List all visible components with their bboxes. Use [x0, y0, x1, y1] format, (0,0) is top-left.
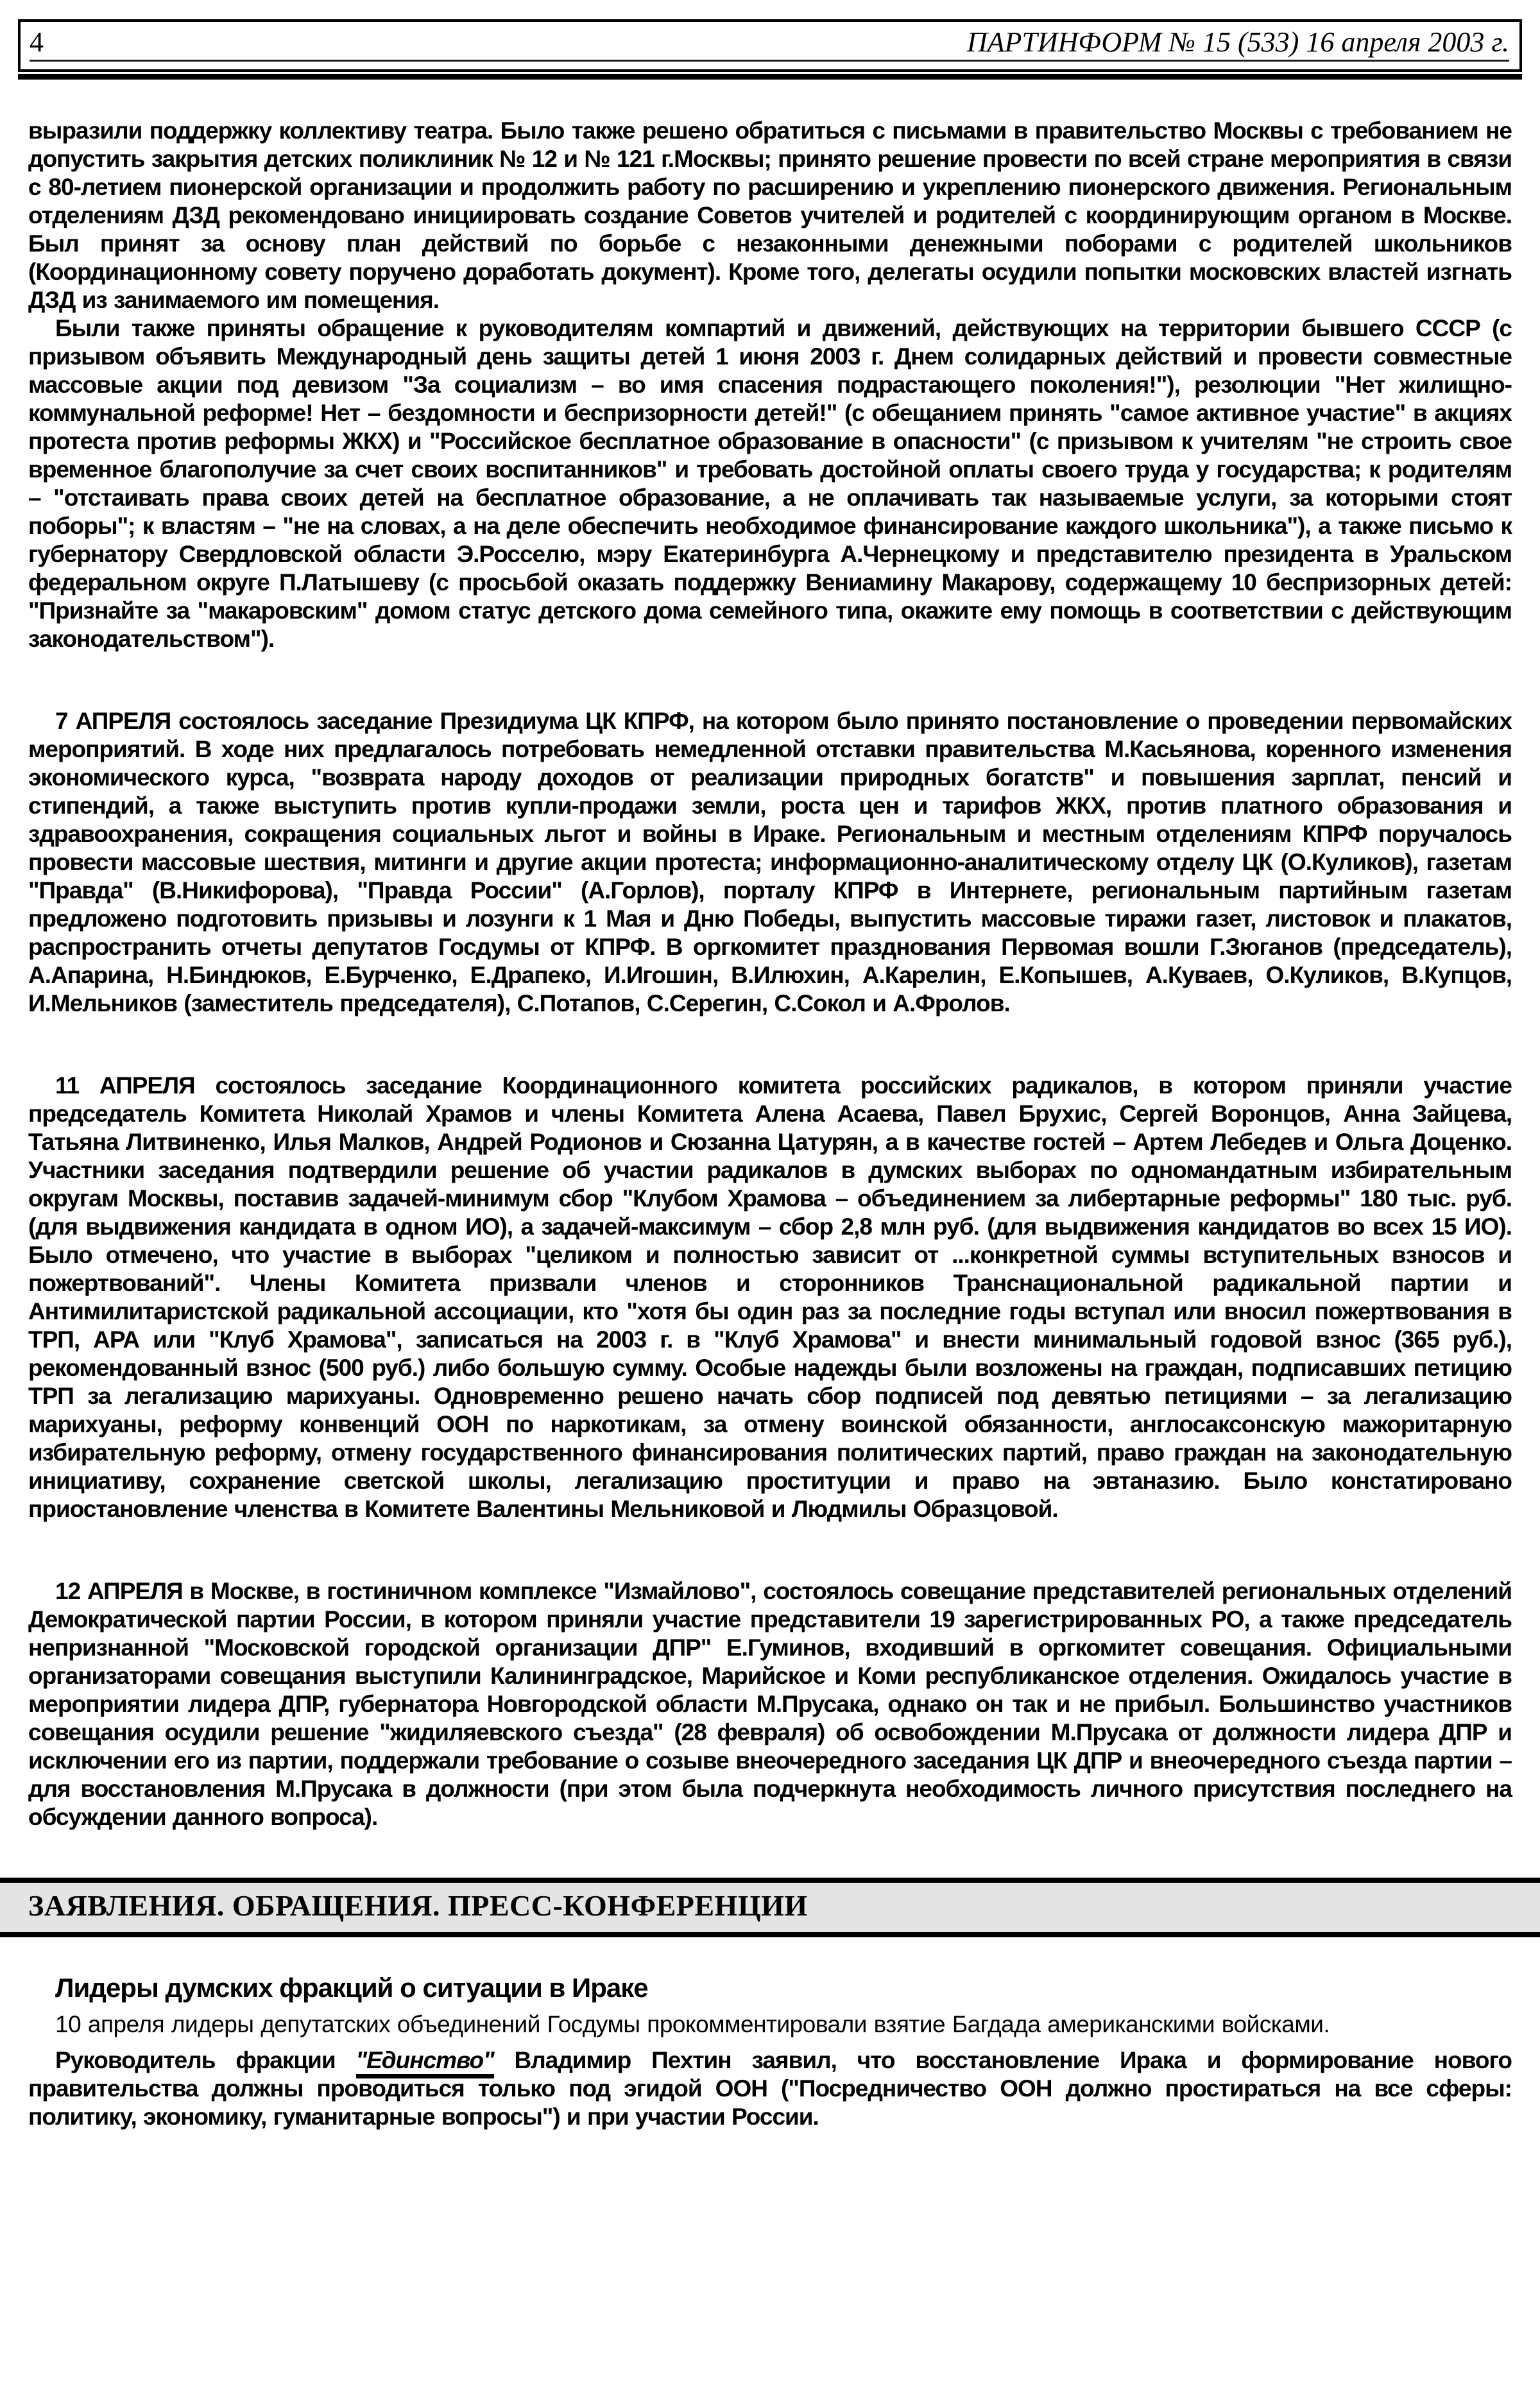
statement-prefix: Руководитель фракции [55, 2047, 356, 2074]
iraq-sub-article [28, 1973, 1512, 2131]
header-rule [18, 74, 1522, 80]
issue-title: ПАРТИНФОРМ № 15 (533) 16 апреля 2003 г. [966, 26, 1509, 58]
paragraph-theatre-support: выразили поддержку коллективу театра. Было также решено обратиться с письмами в правительство Москвы с требованием не допустить закрытия детских поликлиник № 12 и № 121 г.Москвы; принято решение провести по всей стране мероприятия в связи с 80-летием пионерской организации и продолжить работу по расширению и укреплению пионерского движения. Региональным отделениям ДЗД рекомендовано инициировать создание Советов учителей и родителей с координирующим органом в Москве. Был принят за основу план действий по борьбе с незаконными денежными поборами с родителей школьников (Координационному совету поручено доработать документ). Кроме того, делегаты осудили попытки московских властей изгнать ДЗД из занимаемого им помещения. [28, 117, 1512, 314]
paragraph-radicals-committee-11-april: 11 АПРЕЛЯ состоялось заседание Координационного комитета российских радикалов, в котором приняли участие председатель Комитета Николай Храмов и члены Комитета Алена Асаева, Павел Брухис, Сергей Воронцов, Анна Зайцева, Татьяна Литвиненко, Илья Малков, Андрей Родионов и Сюзанна Цатурян, а в качестве гостей – Артем Лебедев и Ольга Доценко. Участники заседания подтвердили решение об участии радикалов в думских выборах по одномандатным избирательным округам Москвы, поставив задачей-минимум сбор "Клубом Храмова – объединением за либертарные реформы" 180 тыс. руб. (для выдвижения кандидата в одном ИО), а задачей-максимум – сбор 2,8 млн руб. (для выдвижения кандидатов во всех 15 ИО). Было отмечено, что участие в выборах "целиком и полностью зависит от ...конкретной суммы вступительных взносов и пожертвований". Члены Комитета призвали членов и сторонников Транснациональной радикальной партии и Антимилитаристской радикальной ассоциации, кто "хотя бы один раз за последние годы вступал или вносил пожертвования в ТРП, АРА или "Клуб Храмова", записаться на 2003 г. в "Клуб Храмова" и внести минимальный годовой взнос (365 руб.), рекомендованный взнос (500 руб.) либо большую сумму. Особые надежды были возложены на граждан, подписавших петицию ТРП за легализацию марихуаны. Одновременно решено начать сбор подписей под девятью петициями – за легализацию марихуаны, реформу конвенций ООН по наркотикам, за отмену воинской обязанности, англосаксонскую мажоритарную избирательную реформу, отмену государственного финансирования политических партий, право граждан на законодательную инициативу, сохранение светской школы, легализацию проституции и право на эвтаназию. Было констатировано приостановление членства в Комитете Валентины Мельниковой и Людмилы Образцовой. [28, 1072, 1512, 1523]
paragraph-kprf-presidium-7-april: 7 АПРЕЛЯ состоялось заседание Президиума ЦК КПРФ, на котором было принято постановление о проведении первомайских мероприятий. В ходе них предлагалось потребовать немедленной отставки правительства М.Касьянова, коренного изменения экономического курса, "возврата народу доходов от реализации природных богатств" и повышения зарплат, пенсий и стипендий, а также выступить против купли-продажи земли, роста цен и тарифов ЖКХ, против платного образования и здравоохранения, сокращения социальных льгот и войны в Ираке. Региональным и местным отделениям КПРФ поручалось провести массовые шествия, митинги и другие акции протеста; информационно-аналитическому отделу ЦК (О.Куликов), газетам "Правда" (В.Никифорова), "Правда России" (А.Горлов), порталу КПРФ в Интернете, региональным партийным газетам предложено подготовить призывы и лозунги к 1 Мая и Дню Победы, выпустить массовые тиражи газет, листовок и плакатов, распространить отчеты депутатов Госдумы от КПРФ. В оргкомитет празднования Первомая вошли Г.Зюганов (председатель), А.Апарина, Н.Биндюков, Е.Бурченко, Е.Драпеко, И.Игошин, В.Илюхин, А.Карелин, Е.Копышев, А.Куваев, О.Куликов, В.Купцов, И.Мельников (заместитель председателя), С.Потапов, С.Серегин, С.Сокол и А.Фролов. [28, 708, 1512, 1017]
paragraph-dpr-meeting-12-april: 12 АПРЕЛЯ в Москве, в гостиничном комплексе "Измайлово", состоялось совещание представителей региональных отделений Демократической партии России, в котором приняли участие представители 19 зарегистрированных РО, а также председатель непризнанной "Московской городской организации ДПР" Е.Гуминов, входивший в оргкомитет совещания. Официальными организаторами совещания выступили Калининградское, Марийское и Коми республиканское отделения. Ожидалось участие в мероприятии лидера ДПР, губернатора Новгородской области М.Прусака, однако он так и не прибыл. Большинство участников совещания осудили решение "жидиляевского съезда" (28 февраля) об освобождении М.Прусака от должности лидера ДПР и исключении его из партии, поддержали требование о созыве внеочередного заседания ЦК ДПР и внеочередного съезда партии – для восстановления М.Прусака в должности (при этом была подчеркнута необходимость личного присутствия последнего на обсуждении данного вопроса). [28, 1578, 1512, 1831]
paragraph-appeals-resolutions: Были также приняты обращение к руководителям компартий и движений, действующих на территории бывшего СССР (с призывом объявить Международный день защиты детей 1 июня 2003 г. Днем солидарных действий и провести совместные массовые акции под девизом "За социализм – во имя спасения подрастающего поколения!"), резолюции "Нет жилищно-коммунальной реформе! Нет – бездомности и беспризорности детей!" (с обещанием принять "самое активное участие" в акциях протеста против реформы ЖКХ) и "Российское бесплатное образование в опасности" (с призывом к учителям "не строить свое временное благополучие за счет своих воспитанников" и требовать достойной оплаты своего труда у государства; к родителям – "отстаивать права своих детей на бесплатное образование, а не оплачивать так называемые услуги, за которыми стоят поборы"; к властям – "не на словах, а на деле обеспечить необходимое финансирование каждого школьника"), а также письмо к губернатору Свердловской области Э.Росселю, мэру Екатеринбурга А.Чернецкому и представителю президента в Уральском федеральном округе П.Латышеву (с просьбой оказать поддержку Вениамину Макарову, содержащему 10 беспризорных детей: "Признайте за "макаровским" домом статус детского дома семейного типа, окажите ему помощь в соответствии с действующим законодательством"). [28, 315, 1512, 653]
running-header-row [30, 27, 1509, 62]
section-banner [0, 1878, 1540, 1937]
article-headline: Лидеры думских фракций о ситуации в Ираке [55, 1973, 648, 2003]
lead-paragraph: 10 апреля лидеры депутатских объединений Госдумы прокомментировали взятие Багдада американскими войсками. [55, 2011, 1330, 2038]
faction-name: "Единство" [356, 2047, 494, 2078]
article-body [28, 80, 1512, 1831]
running-header [18, 19, 1522, 72]
statement-paragraph [28, 2046, 1512, 2131]
page-number: 4 [30, 26, 44, 58]
section-banner-title: ЗАЯВЛЕНИЯ. ОБРАЩЕНИЯ. ПРЕСС-КОНФЕРЕНЦИИ [28, 1889, 808, 1923]
statement-rest: Владимир Пехтин заявил, что восстановление Ирака и формирование нового правительства должны проводиться только под эгидой ООН ("Посредничество ООН должно простираться на все сферы: политику, экономику, гуманитарные вопросы") и при участии России. [28, 2047, 1512, 2130]
